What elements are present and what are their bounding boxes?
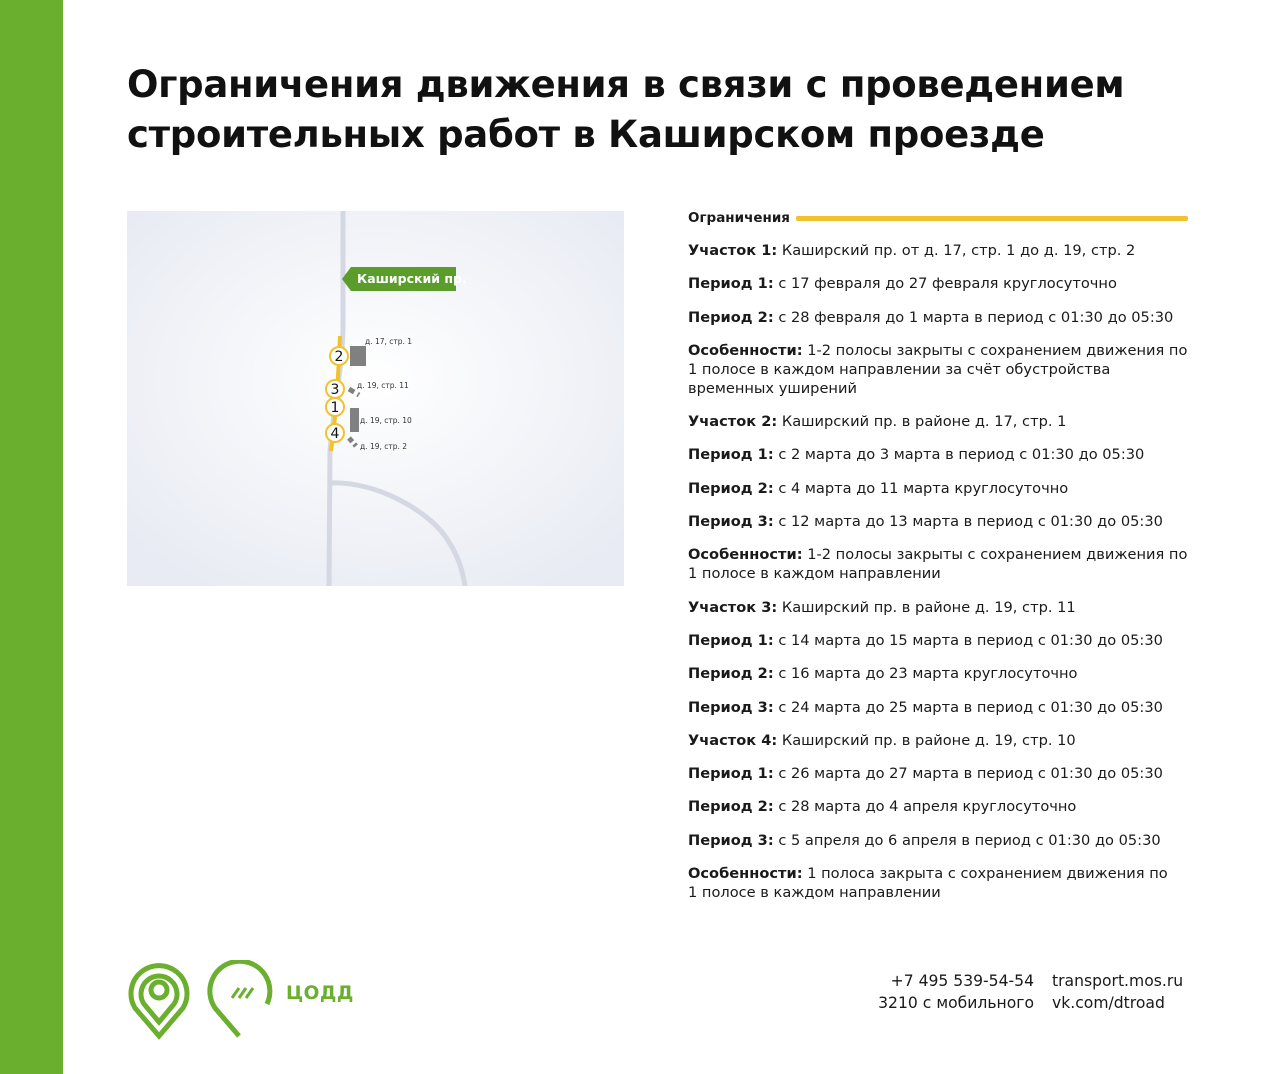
restriction-text: 1-2 полосы закрыты с сохранением движения по <box>807 341 1188 359</box>
restriction-line <box>688 598 1188 617</box>
restriction-label: Период 2: <box>688 479 774 497</box>
svg-text:3: 3 <box>330 382 340 398</box>
restriction-row <box>688 698 1188 717</box>
restriction-label: Участок 3: <box>688 598 778 616</box>
moscow-transport-logo-icon <box>131 966 187 1036</box>
restriction-line <box>688 864 1188 883</box>
marker-2 <box>330 347 348 365</box>
address-label: д. 19, стр. 11 <box>357 381 409 390</box>
restriction-line <box>688 512 1188 531</box>
restriction-line <box>688 274 1188 293</box>
restriction-label: Участок 1: <box>688 242 778 259</box>
title-line-1: Ограничения движения в связи с проведением <box>127 63 1125 106</box>
restriction-label: Особенности: <box>688 341 803 359</box>
restrictions-panel <box>688 207 1188 916</box>
work-zone-1 <box>350 408 359 432</box>
restriction-row <box>688 512 1188 531</box>
restriction-line <box>688 479 1188 498</box>
site-link[interactable]: transport.mos.ru <box>1052 972 1184 990</box>
restriction-line <box>688 698 1188 717</box>
restriction-line <box>688 341 1188 360</box>
restrictions-heading: Ограничения <box>688 210 790 226</box>
work-zone-2 <box>350 346 366 366</box>
restriction-text: с 24 марта до 25 марта в период с 01:30 до 05:30 <box>778 698 1163 716</box>
restriction-text: Каширский пр. от д. 17, стр. 1 до д. 19, стр. 2 <box>781 242 1136 259</box>
restriction-line <box>688 241 1188 260</box>
restriction-row <box>688 831 1188 850</box>
restriction-text-continued: 1 полосе в каждом направлении <box>688 565 941 583</box>
title-line-2: строительных работ в Каширском проезде <box>127 113 1045 156</box>
restriction-line <box>688 797 1188 816</box>
restriction-text: с 28 февраля до 1 марта в период с 01:30 до 05:30 <box>778 308 1174 326</box>
restriction-line <box>688 831 1188 850</box>
restriction-row <box>688 479 1188 498</box>
contact-phones <box>864 970 1034 1014</box>
restriction-row <box>688 341 1188 398</box>
restriction-row <box>688 545 1188 583</box>
restriction-row <box>688 274 1188 293</box>
restriction-line <box>688 764 1188 783</box>
restriction-text: с 4 марта до 11 марта круглосуточно <box>778 479 1069 497</box>
address-label: д. 19, стр. 10 <box>360 416 412 425</box>
address-label: д. 19, стр. 2 <box>360 442 408 451</box>
restriction-label: Период 3: <box>688 513 774 531</box>
header-accent-line <box>796 216 1188 221</box>
road-label-text: Каширский пр. <box>357 271 467 286</box>
restriction-text: 1-2 полосы закрыты с сохранением движения по <box>807 546 1188 564</box>
contact-web <box>1052 970 1183 1014</box>
restriction-line <box>688 412 1188 431</box>
restriction-label: Период 1: <box>688 275 774 293</box>
restriction-row <box>688 241 1188 260</box>
restriction-text: с 12 марта до 13 марта в период с 01:30 до 05:30 <box>778 513 1163 531</box>
restriction-row <box>688 598 1188 617</box>
svg-text:4: 4 <box>330 426 340 442</box>
restriction-text: Каширский пр. в районе д. 19, стр. 10 <box>781 731 1076 749</box>
restriction-text: 1 полоса закрыта с сохранением движения по <box>807 865 1168 883</box>
restriction-row <box>688 412 1188 431</box>
restrictions-list <box>688 241 1188 902</box>
restriction-line <box>688 545 1188 564</box>
restriction-row <box>688 664 1188 683</box>
restriction-text: Каширский пр. в районе д. 17, стр. 1 <box>781 413 1067 431</box>
restriction-row <box>688 797 1188 816</box>
marker-4 <box>326 424 344 442</box>
restriction-text: с 28 марта до 4 апреля круглосуточно <box>778 798 1077 816</box>
side-accent-bar <box>0 0 63 1074</box>
restriction-text: с 2 марта до 3 марта в период с 01:30 до 05:30 <box>778 446 1145 464</box>
restriction-label: Участок 2: <box>688 413 778 431</box>
restriction-text: с 16 марта до 23 марта круглосуточно <box>778 665 1078 683</box>
restriction-text: Каширский пр. в районе д. 19, стр. 11 <box>781 598 1076 616</box>
restriction-label: Период 2: <box>688 798 774 816</box>
svg-text:1: 1 <box>330 400 340 416</box>
closure-map <box>127 211 624 586</box>
restriction-label: Период 1: <box>688 631 774 649</box>
restriction-text: с 14 марта до 15 марта в период с 01:30 до 05:30 <box>778 631 1163 649</box>
restrictions-header <box>688 207 1188 229</box>
restriction-row <box>688 308 1188 327</box>
restriction-line <box>688 664 1188 683</box>
restriction-line <box>688 631 1188 650</box>
marker-1 <box>326 398 344 416</box>
address-label: д. 17, стр. 1 <box>365 337 413 346</box>
restriction-row <box>688 731 1188 750</box>
vk-link[interactable]: vk.com/dtroad <box>1052 994 1165 1012</box>
codd-logo-icon <box>210 961 270 1036</box>
restriction-text: с 5 апреля до 6 апреля в период с 01:30 до 05:30 <box>778 831 1161 849</box>
restriction-label: Особенности: <box>688 865 803 883</box>
restriction-label: Период 2: <box>688 665 774 683</box>
codd-logo-text: ЦОДД <box>286 983 354 1004</box>
page-title <box>127 60 1247 160</box>
road-label-sign <box>342 267 467 291</box>
restriction-line <box>688 308 1188 327</box>
phone-number[interactable]: +7 495 539-54-54 <box>890 972 1034 990</box>
restriction-label: Участок 4: <box>688 731 778 749</box>
mobile-number: 3210 с мобильного <box>878 994 1034 1012</box>
marker-3 <box>326 380 344 398</box>
restriction-text: с 17 февраля до 27 февраля круглосуточно <box>778 275 1117 293</box>
restriction-text-continued: 1 полосе в каждом направлении за счёт обустройства временных уширений <box>688 360 1111 397</box>
restriction-row <box>688 764 1188 783</box>
restriction-row <box>688 445 1188 464</box>
restriction-line <box>688 731 1188 750</box>
restriction-label: Период 1: <box>688 446 774 464</box>
restriction-label: Период 1: <box>688 765 774 783</box>
restriction-line <box>688 445 1188 464</box>
map-svg <box>127 211 624 586</box>
restriction-label: Период 3: <box>688 831 774 849</box>
restriction-label: Период 2: <box>688 308 774 326</box>
restriction-row <box>688 864 1188 902</box>
restriction-row <box>688 631 1188 650</box>
svg-text:2: 2 <box>334 349 344 365</box>
restriction-text: с 26 марта до 27 марта в период с 01:30 до 05:30 <box>778 765 1163 783</box>
restriction-label: Особенности: <box>688 546 803 564</box>
restriction-text-continued: 1 полосе в каждом направлении <box>688 884 941 902</box>
restriction-label: Период 3: <box>688 698 774 716</box>
